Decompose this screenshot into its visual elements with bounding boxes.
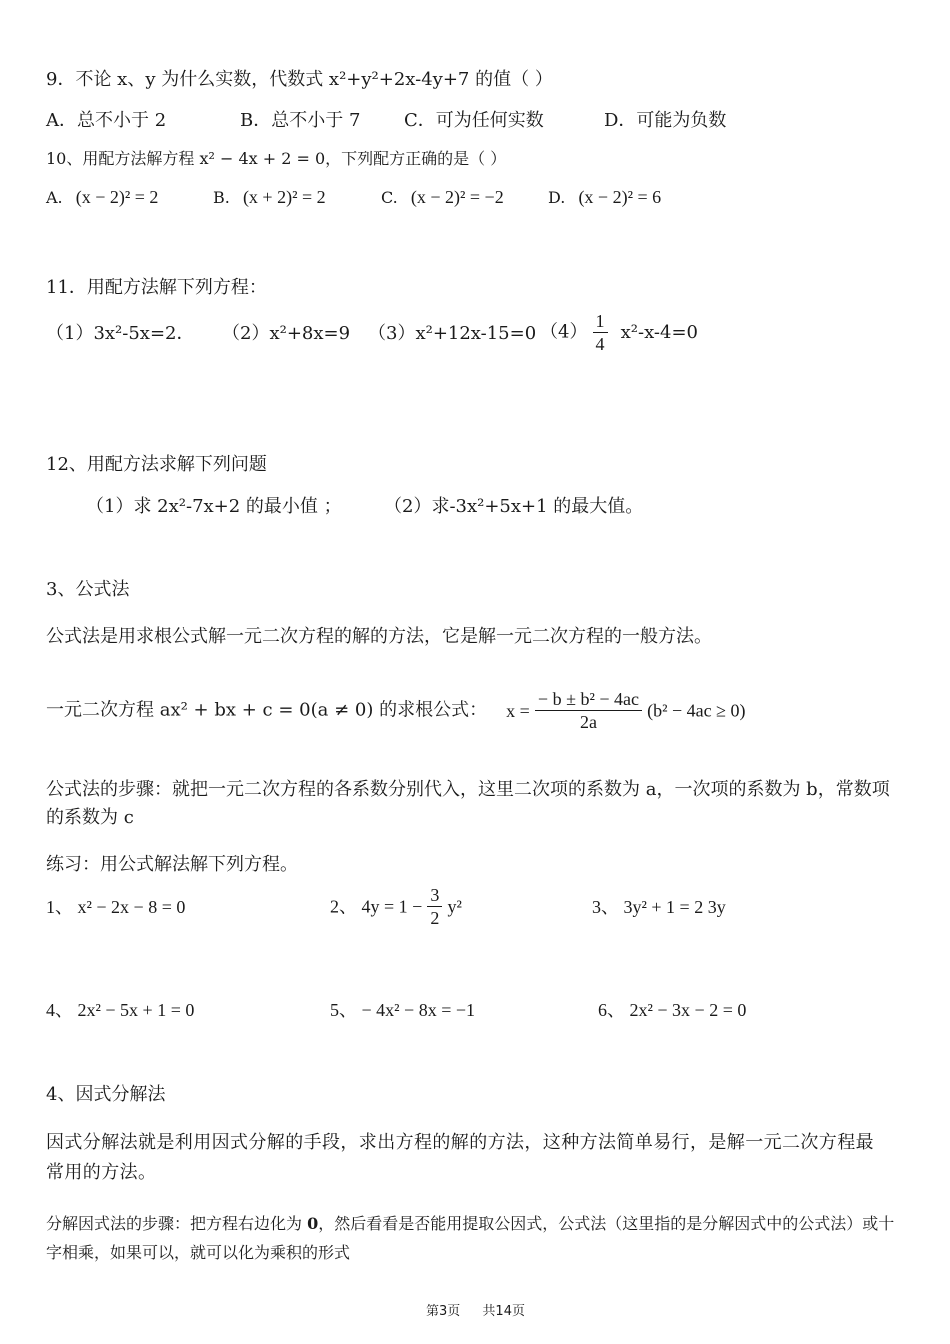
section-3-steps: 公式法的步骤：就把一元二次方程的各系数分别代入，这里二次项的系数为 a，一次项的系数为 b，常数项的系数为 c — [46, 779, 890, 828]
formula-fraction — [535, 688, 642, 733]
question-11-title: 11．用配方法解下列方程： — [46, 277, 267, 298]
formula-lhs: x = — [506, 700, 530, 721]
q12-item-1: （1）求 2x²-7x+2 的最小值 ； — [86, 496, 342, 517]
practice-4: 4、 2x² − 5x + 1 = 0 — [46, 1000, 195, 1020]
q11-item-2: （2）x²+8x=9 — [222, 323, 351, 344]
q10-option-expr: (x − 2)² = −2 — [410, 187, 504, 207]
q9-option-a: A．总不小于 2 — [46, 110, 167, 131]
q11-item-4-tail: x²-x-4=0 — [620, 321, 698, 343]
section-3-heading: 3、公式法 — [46, 579, 130, 600]
q10-option-label: A. — [46, 188, 63, 207]
fraction-denominator: 2 — [430, 908, 440, 928]
q12-item-2: （2）求-3x²+5x+1 的最大值。 — [384, 496, 644, 517]
practice-2-fraction — [427, 884, 442, 929]
quadratic-formula-line — [46, 688, 745, 733]
q10-option-label: C. — [381, 188, 398, 207]
practice-5: 5、 − 4x² − 8x = −1 — [330, 1000, 476, 1020]
practice-2-prefix: 2、 4y = 1 − — [330, 896, 423, 917]
steps-bold-zero: 0 — [307, 1214, 319, 1233]
formula-condition: (b² − 4ac ≥ 0) — [647, 700, 746, 721]
q10-option-c — [381, 185, 504, 209]
q10-option-d — [548, 185, 661, 209]
practice-2 — [330, 884, 462, 929]
question-9-stem: 9．不论 x、y 为什么实数，代数式 x²+y²+2x-4y+7 的值（ ） — [46, 69, 553, 90]
steps-text: ，然后看看是否能用提取公因式，公式法（这里指的是分解因式中的公式法）或十字相乘，如果可以，就可以化为乘积的形式 — [46, 1214, 895, 1262]
fraction-denominator: 4 — [595, 334, 605, 354]
practice-2-suffix: y² — [447, 896, 462, 917]
q10-option-expr: (x − 2)² = 2 — [75, 187, 159, 207]
practice-1: 1、 x² − 2x − 8 = 0 — [46, 897, 186, 917]
q9-option-c: C．可为任何实数 — [404, 110, 544, 131]
practice-title: 练习：用公式解法解下列方程。 — [46, 854, 298, 875]
question-10-stem: 10、用配方法解方程 x² − 4x + 2 = 0，下列配方正确的是（ ） — [46, 149, 507, 168]
steps-text: 分解因式法的步骤：把方程右边化为 — [46, 1214, 308, 1233]
q11-item-4 — [540, 310, 698, 355]
fraction-numerator: 3 — [427, 884, 442, 907]
section-4-intro: 因式分解法就是利用因式分解的手段，求出方程的解的方法，这种方法简单易行，是解一元二次方程最常用的方法。 — [46, 1132, 874, 1183]
q10-option-label: B. — [213, 188, 230, 207]
section-4-heading: 4、因式分解法 — [46, 1084, 166, 1105]
formula-prefix: 一元二次方程 ax² + bx + c = 0(a ≠ 0) 的求根公式： — [46, 699, 488, 721]
fraction-numerator: − b ± b² − 4ac — [535, 688, 642, 711]
q10-option-b — [213, 185, 326, 209]
question-12-title: 12、用配方法求解下列问题 — [46, 454, 267, 475]
q10-option-expr: (x − 2)² = 6 — [578, 187, 662, 207]
q10-option-expr: (x + 2)² = 2 — [242, 187, 326, 207]
q11-item-4-fraction — [593, 310, 608, 355]
practice-6: 6、 2x² − 3x − 2 = 0 — [598, 1000, 747, 1020]
fraction-numerator: 1 — [593, 310, 608, 333]
q9-option-d: D．可能为负数 — [604, 110, 727, 131]
page-total: 共14页 — [482, 1304, 525, 1319]
q10-option-label: D. — [548, 188, 566, 207]
q10-option-a — [46, 185, 158, 209]
page-footer — [426, 1300, 525, 1319]
section-4-steps — [46, 1209, 896, 1267]
fraction-denominator: 2a — [579, 712, 597, 732]
q9-option-b: B．总不小于 7 — [240, 110, 361, 131]
q11-item-4-label: （4） — [540, 321, 588, 343]
page-number: 第3页 — [426, 1304, 461, 1319]
q11-item-1: （1）3x²-5x=2． — [46, 323, 195, 344]
section-3-intro: 公式法是用求根公式解一元二次方程的解的方法，它是解一元二次方程的一般方法。 — [46, 626, 712, 647]
practice-3: 3、 3y² + 1 = 2 3y — [592, 897, 726, 917]
q11-item-3: （3）x²+12x-15=0 — [368, 323, 537, 344]
